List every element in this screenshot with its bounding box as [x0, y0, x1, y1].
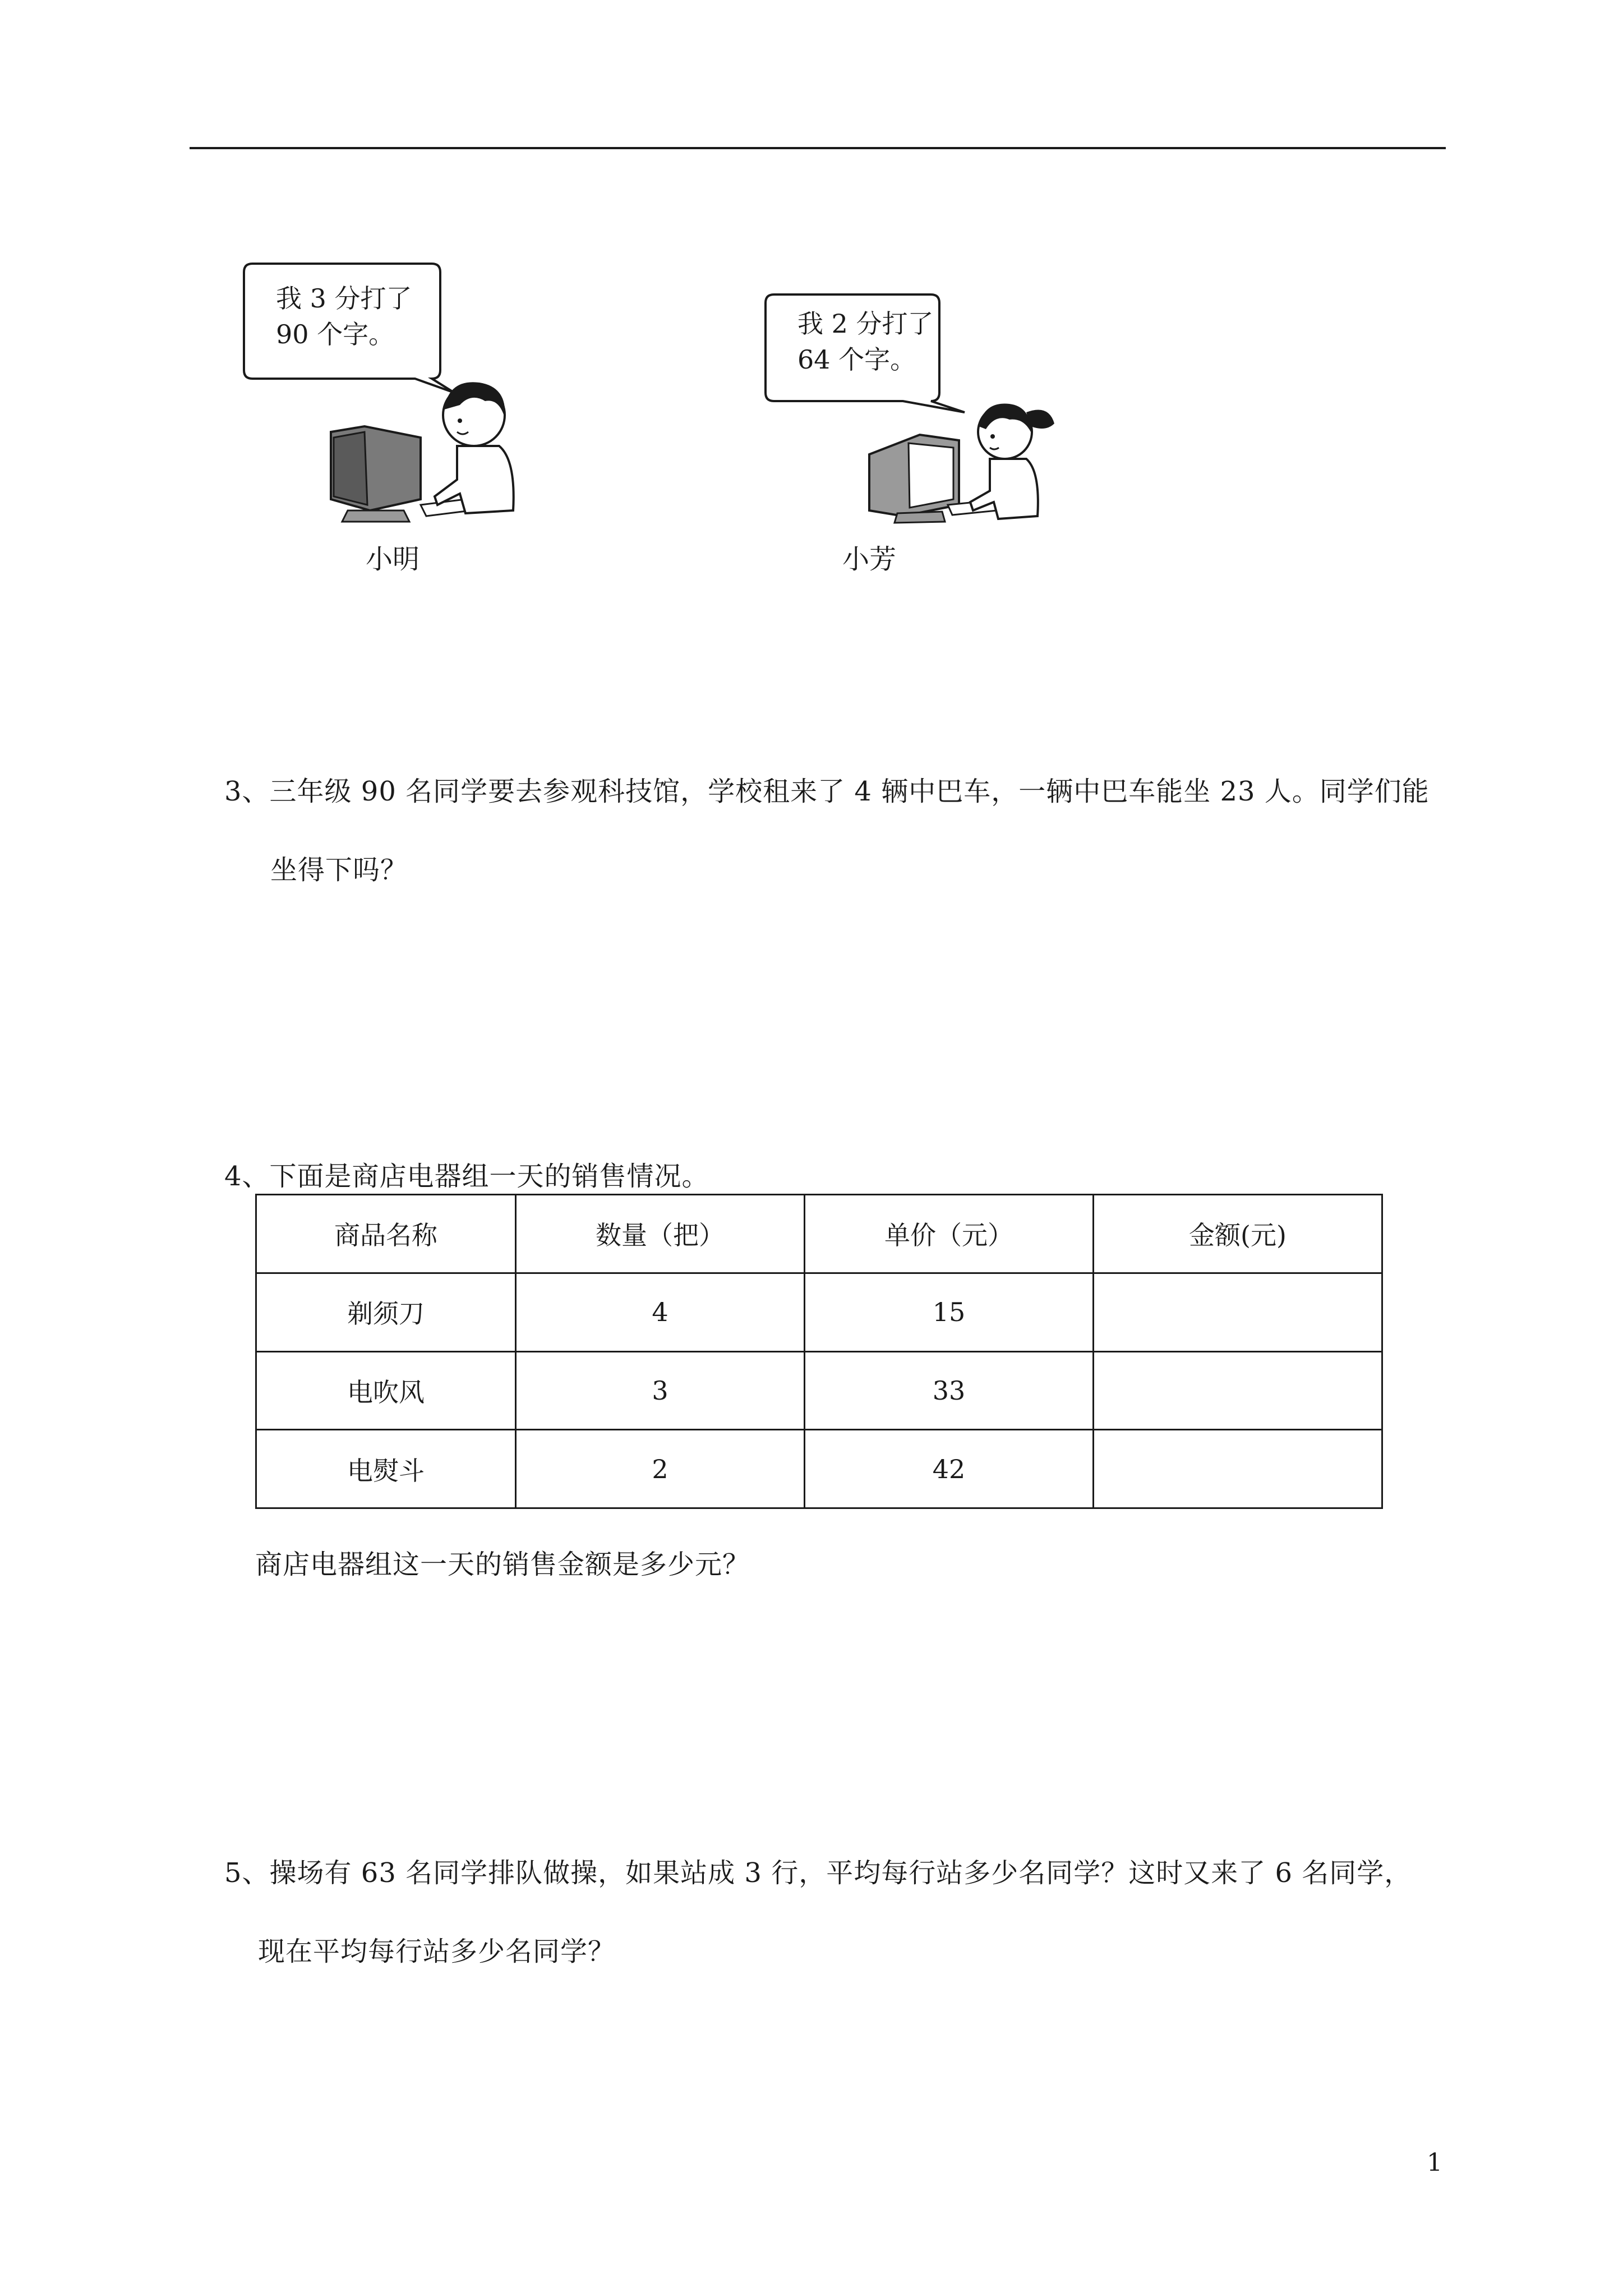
boy-speech-line-2: 90 个字。: [276, 319, 395, 349]
item-name-cell: 电吹风: [256, 1351, 516, 1430]
header-rule: [190, 147, 1446, 149]
question-3-line-2: 坐得下吗？: [270, 854, 408, 886]
quantity-cell: 2: [516, 1430, 805, 1508]
girl-speech-line-2: 64 个字。: [797, 344, 916, 375]
header-cell: 数量（把）: [516, 1195, 805, 1273]
girl-name-label: 小芳: [842, 544, 897, 575]
table-row: [256, 1351, 1382, 1430]
question-3-line-1: 3、三年级 90 名同学要去参观科技馆，学校租来了 4 辆中巴车，一辆中巴车能坐 23 人。同学们能: [224, 776, 1430, 807]
girl-illustration: [763, 292, 1077, 539]
item-name-cell: 剃须刀: [256, 1273, 516, 1351]
amount-cell: [1094, 1351, 1382, 1430]
table-row: [256, 1273, 1382, 1351]
question-4-title: 4、下面是商店电器组一天的销售情况。: [224, 1161, 709, 1192]
sales-table: [255, 1194, 1383, 1509]
header-cell: 单价（元）: [805, 1195, 1094, 1273]
girl-speech-bubble: [797, 306, 934, 378]
quantity-cell: 3: [516, 1351, 805, 1430]
page-number: 1: [1427, 2148, 1442, 2177]
boy-speech-line-1: 我 3 分打了: [276, 283, 412, 314]
unit-price-cell: 42: [805, 1430, 1094, 1508]
question-5-line-2: 现在平均每行站多少名同学？: [258, 1936, 616, 1967]
header-cell: 金额(元): [1094, 1195, 1382, 1273]
question-5-line-1: 5、操场有 63 名同学排队做操，如果站成 3 行，平均每行站多少名同学？这时又来了 6 名同学，: [224, 1857, 1412, 1889]
amount-cell: [1094, 1430, 1382, 1508]
girl-speech-line-1: 我 2 分打了: [797, 309, 934, 339]
header-cell: 商品名称: [256, 1195, 516, 1273]
table-row: [256, 1430, 1382, 1508]
boy-name-label: 小明: [366, 544, 420, 575]
unit-price-cell: 15: [805, 1273, 1094, 1351]
boy-illustration: [236, 258, 527, 539]
unit-price-cell: 33: [805, 1351, 1094, 1430]
item-name-cell: 电熨斗: [256, 1430, 516, 1508]
amount-cell: [1094, 1273, 1382, 1351]
table-header-row: [256, 1195, 1382, 1273]
quantity-cell: 4: [516, 1273, 805, 1351]
boy-speech-bubble: [276, 280, 412, 352]
question-4-prompt: 商店电器组这一天的销售金额是多少元？: [255, 1549, 750, 1580]
